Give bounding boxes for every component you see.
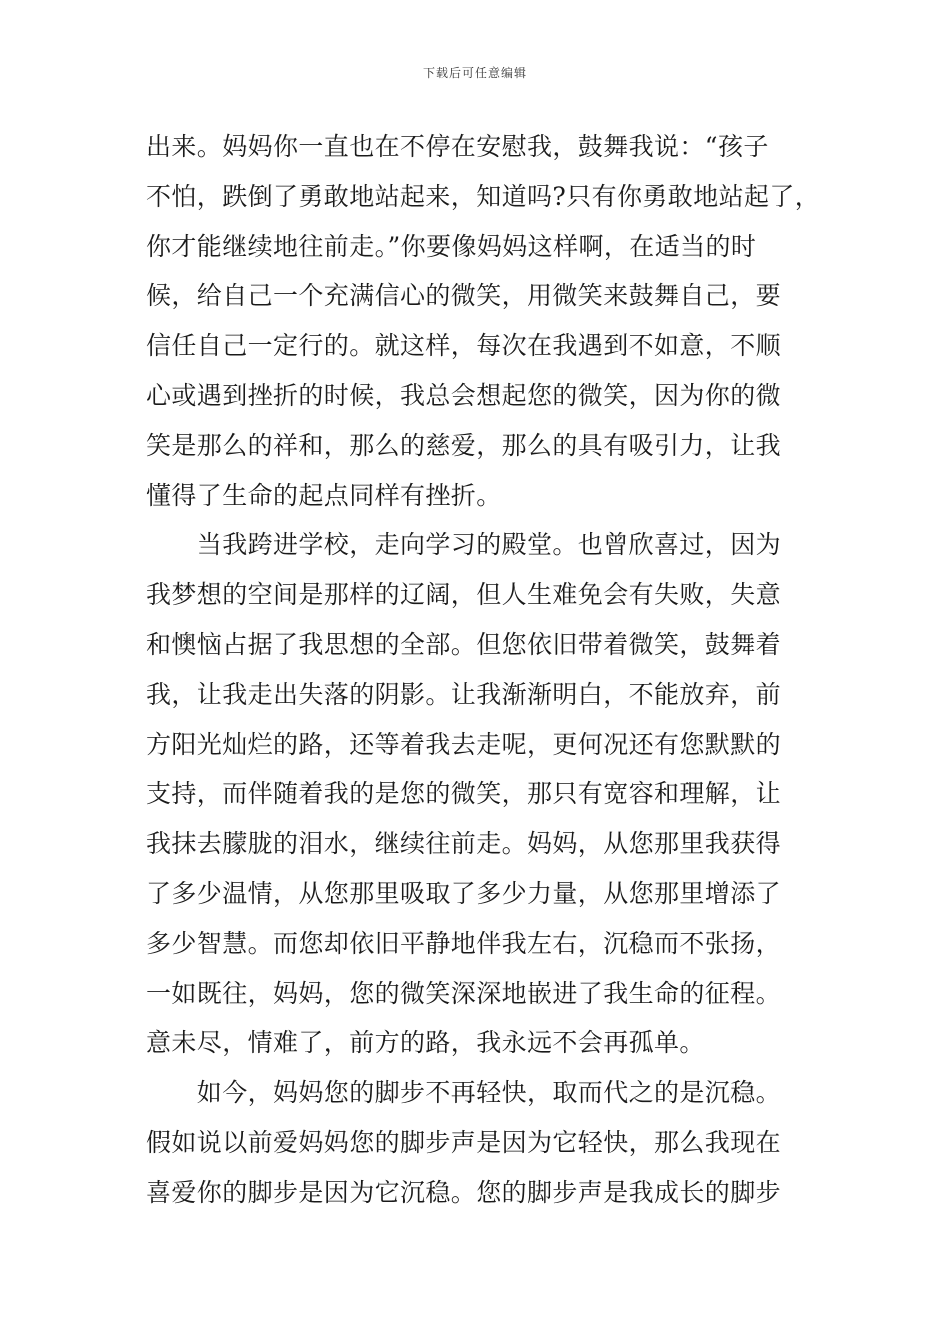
page-header: 下载后可任意编辑 (422, 66, 527, 80)
text-line: 意未尽，情难了，前方的路，我永远不会再孤单。 (146, 1028, 705, 1058)
text-line: 你才能继续地往前走。”你要像妈妈这样啊，在适当的时 (146, 231, 757, 261)
text-line: 多少智慧。而您却依旧平静地伴我左右，沉稳而不张扬， (146, 928, 782, 958)
text-line: 不怕，跌倒了勇敢地站起来，知道吗?只有你勇敢地站起了， (146, 181, 821, 211)
text-line: 一如既往，妈妈，您的微笑深深地嵌进了我生命的征程。 (146, 978, 782, 1008)
document-body (146, 122, 826, 1218)
text-line: 假如说以前爱妈妈您的脚步声是因为它轻快，那么我现在 (146, 1127, 782, 1157)
text-line: 心或遇到挫折的时候，我总会想起您的微笑，因为你的微 (146, 380, 782, 410)
text-line: 懂得了生命的起点同样有挫折。 (146, 480, 502, 510)
text-line: 信任自己一定行的。就这样，每次在我遇到不如意，不顺 (146, 331, 782, 361)
text-line: 出来。妈妈你一直也在不停在安慰我，鼓舞我说：“孩子 (146, 132, 769, 161)
text-line: 候，给自己一个充满信心的微笑，用微笑来鼓舞自己，要 (146, 281, 782, 311)
text-line: 当我跨进学校，走向学习的殿堂。也曾欣喜过，因为 (146, 530, 782, 560)
text-line: 笑是那么的祥和，那么的慈爱，那么的具有吸引力，让我 (146, 430, 782, 460)
text-line: 支持，而伴随着我的是您的微笑，那只有宽容和理解，让 (146, 779, 782, 809)
text-line: 我，让我走出失落的阴影。让我渐渐明白，不能放弃，前 (146, 679, 782, 709)
text-line: 我梦想的空间是那样的辽阔，但人生难免会有失败，失意 (146, 580, 782, 610)
text-line: 和懊恼占据了我思想的全部。但您依旧带着微笑，鼓舞着 (146, 629, 782, 659)
text-line: 方阳光灿烂的路，还等着我去走呢，更何况还有您默默的 (146, 729, 782, 759)
text-line: 我抹去朦胧的泪水，继续往前走。妈妈，从您那里我获得 (146, 829, 782, 859)
text-line: 喜爱你的脚步是因为它沉稳。您的脚步声是我成长的脚步 (146, 1177, 782, 1207)
text-line: 如今，妈妈您的脚步不再轻快，取而代之的是沉稳。 (146, 1078, 782, 1108)
text-line: 了多少温情，从您那里吸取了多少力量，从您那里增添了 (146, 878, 782, 908)
